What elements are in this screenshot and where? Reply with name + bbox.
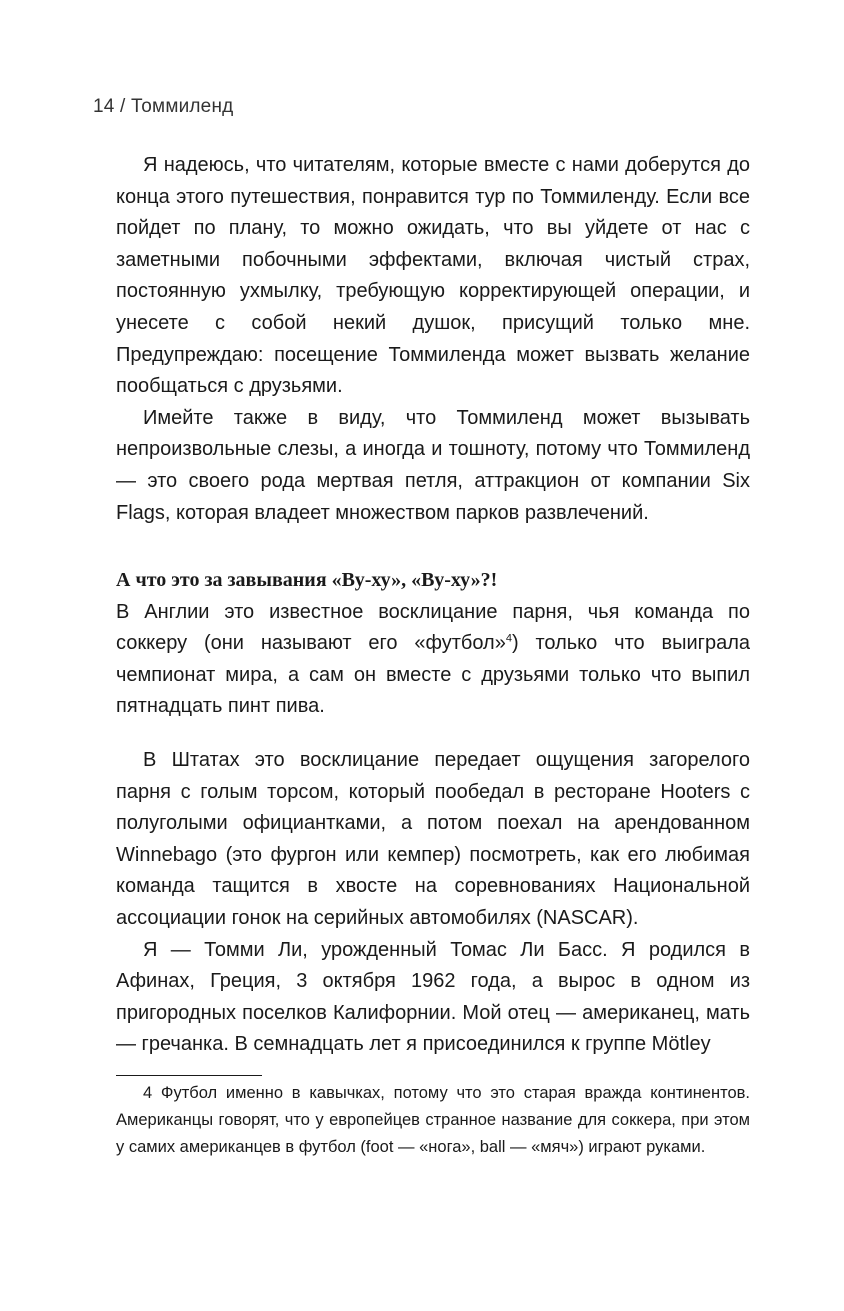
footnote-text: Футбол именно в кавычках, потому что это старая вражда континентов. Американцы говорят, что у европейцев странное название для соккера, при этом у самих американцев в футбол (foot — «нога», ball — «мяч») играют руками. — [116, 1084, 750, 1156]
paragraph: Я — Томми Ли, урожденный Томас Ли Басс. Я родился в Афинах, Греция, 3 октября 1962 года, а вырос в одном из пригородных поселков Калифорнии. Мой отец — американец, мать — гречанка. В семнадцать лет я присоединился к группе Mötley — [116, 938, 750, 1056]
inset-heading: А что это за завывания «Ву-ху», «Ву-ху»?! — [116, 569, 498, 591]
inset-paragraph — [116, 597, 750, 723]
footnote-divider — [116, 1075, 262, 1076]
paragraph: Имейте также в виду, что Томмиленд может вызывать непроизвольные слезы, а иногда и тошноту, потому что Томмиленд — это своего рода мертвая петля, аттракцион от компании Six Flags, которая владеет множеством парков развлечений. — [116, 406, 750, 524]
inset-section — [116, 565, 750, 723]
inset-text-continued: ) только что выиграла чемпионат мира, а сам он вместе с друзьями только что выпил пятнадцать пинт пива. — [116, 632, 750, 718]
intro-section — [116, 150, 750, 529]
inset-text: В Англии это известное восклицание парня, чья команда по соккеру (они называют его «футбол» — [116, 600, 750, 655]
paragraph: В Штатах это восклицание передает ощущения загорелого парня с голым торсом, который пообедал в ресторане Hooters с полуголыми официантками, а потом поехал на арендованном Winnebago (это фургон или кемпер) посмотреть, как его любимая команда тащится в хвосте на соревнованиях Национальной ассоциации гонок на серийных автомобилях (NASCAR). — [116, 749, 750, 929]
main-section — [116, 745, 750, 1061]
footnote-number: 4 — [143, 1084, 153, 1102]
footnote — [116, 1080, 750, 1160]
footnote-reference[interactable]: 4 — [505, 632, 512, 645]
running-head: 14 / Томмиленд — [93, 96, 234, 117]
paragraph: Я надеюсь, что читателям, которые вместе с нами доберутся до конца этого путешествия, понравится тур по Томмиленду. Если все пойдет по плану, то можно ожидать, что вы уйдете от нас с заметными побочными эффектами, включая чистый страх, постоянную ухмылку, требующую корректирующей операции, и унесете с собой некий душок, присущий только мне. Предупреждаю: посещение Томмиленда может вызвать желание пообщаться с друзьями. — [116, 154, 750, 398]
